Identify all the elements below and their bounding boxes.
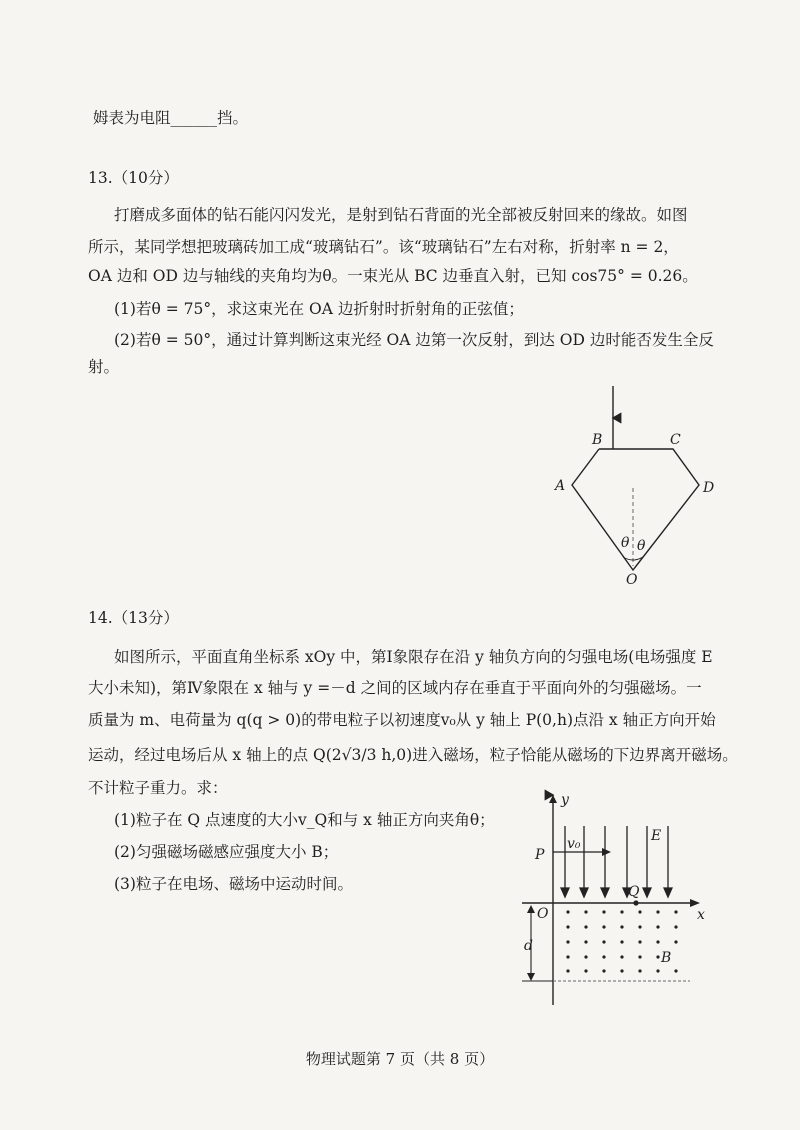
q14-line-4: 运动，经过电场后从 x 轴上的点 Q(2√3/3 h,0)进入磁场，粒子恰能从磁场的下边界离开磁场。: [88, 746, 738, 764]
label-B: B: [661, 950, 672, 966]
label-O: O: [537, 906, 549, 922]
q14-line-5: 不计粒子重力。求：: [88, 779, 228, 797]
q14-sub-1: (1)粒子在 Q 点速度的大小v_Q和与 x 轴正方向夹角θ；: [114, 811, 495, 829]
label-x: x: [697, 907, 705, 923]
q13-line-2: 所示，某同学想把玻璃砖加工成“玻璃钻石”。该“玻璃钻石”左右对称，折射率 n = 2，: [88, 238, 679, 256]
label-A: A: [555, 478, 566, 494]
label-B: B: [592, 432, 603, 448]
label-E: E: [651, 828, 662, 844]
q13-line-1: 打磨成多面体的钻石能闪闪发光，是射到钻石背面的光全部被反射回来的缘故。如图: [114, 206, 688, 224]
q14-line-2: 大小未知)，第Ⅳ象限在 x 轴与 y =－d 之间的区域内存在垂直于平面向外的匀强磁场。一: [88, 679, 702, 697]
label-y: y: [561, 792, 569, 808]
q14-sub-2: (2)匀强磁场磁感应强度大小 B；: [114, 843, 339, 861]
label-Q: Q: [628, 884, 640, 900]
top-line: 姆表为电阻______挡。: [93, 109, 249, 127]
q13-line-4: (1)若θ = 75°，求这束光在 OA 边折射时折射角的正弦值；: [114, 300, 524, 318]
q14-line-1: 如图所示，平面直角坐标系 xOy 中，第Ⅰ象限存在沿 y 轴负方向的匀强电场(电场强度 E: [114, 648, 713, 666]
page-footer: 物理试题第 7 页（共 8 页）: [305, 1050, 495, 1068]
q14-sub-3: (3)粒子在电场、磁场中运动时间。: [114, 875, 353, 893]
q13-header: 13.（10分）: [88, 169, 179, 187]
label-P: P: [535, 847, 545, 863]
label-theta-left: θ: [621, 535, 630, 551]
label-theta-right: θ: [637, 538, 646, 554]
label-D: D: [703, 480, 715, 496]
q13-line-5: (2)若θ = 50°，通过计算判断这束光经 OA 边第一次反射，到达 OD 边时能否发生全反: [114, 331, 714, 349]
q14-header: 14.（13分）: [88, 609, 179, 627]
q13-line-3: OA 边和 OD 边与轴线的夹角均为θ。一束光从 BC 边垂直入射，已知 cos75° = 0.26。: [88, 267, 698, 285]
label-d: d: [524, 938, 533, 954]
q14-line-3: 质量为 m、电荷量为 q(q > 0)的带电粒子以初速度v₀从 y 轴上 P(0,h)点沿 x 轴正方向开始: [88, 711, 716, 729]
label-v0: v₀: [567, 836, 581, 852]
q13-line-6: 射。: [88, 358, 120, 376]
label-O: O: [626, 572, 638, 588]
label-C: C: [670, 432, 681, 448]
